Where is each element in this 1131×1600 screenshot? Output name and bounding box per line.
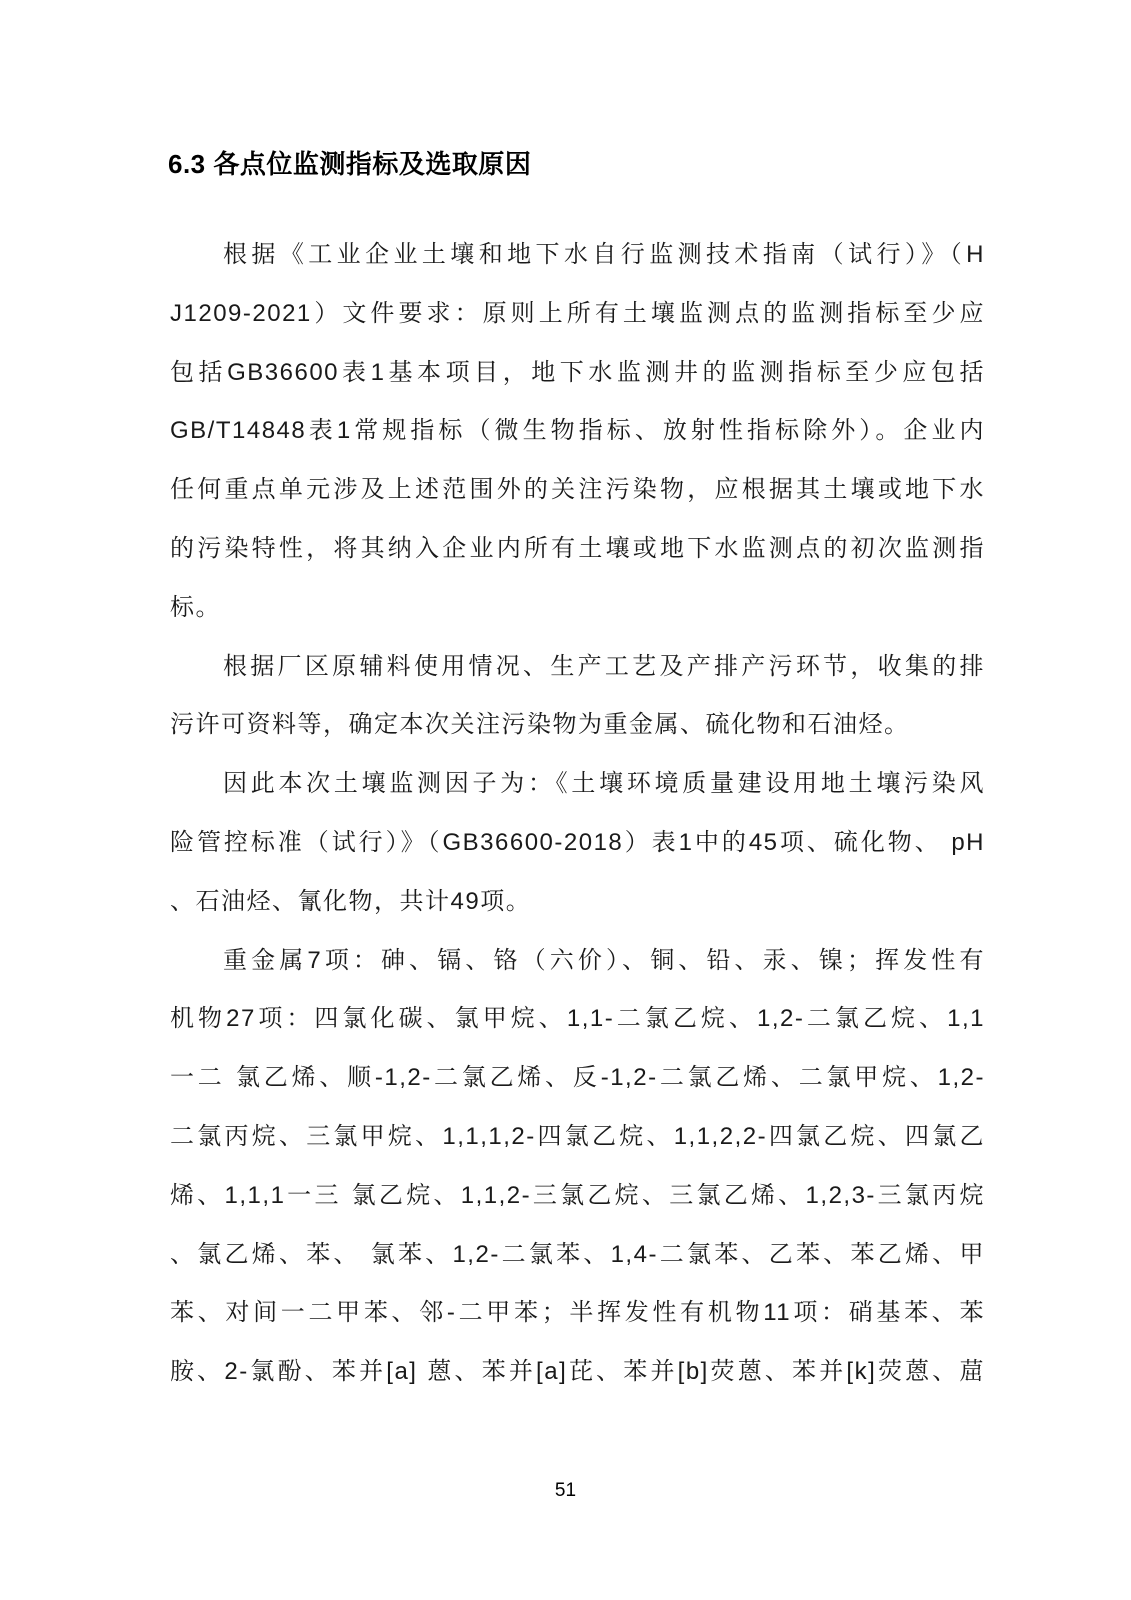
text-line: 的污染特性，将其纳入企业内所有土壤或地下水监测点的初次监测指 — [170, 534, 985, 562]
text-line: 因此本次土壤监测因子为：《土壤环境质量建设用地土壤污染风 — [223, 770, 985, 798]
text-line: 一二 氯乙烯、顺-1,2-二氯乙烯、反-1,2-二氯乙烯、二氯甲烷、1,2- — [170, 1064, 985, 1092]
text-line: 标。 — [170, 593, 221, 621]
text-line: 、氯乙烯、苯、 氯苯、1,2-二氯苯、1,4-二氯苯、乙苯、苯乙烯、甲 — [170, 1240, 985, 1268]
text-line: 胺、2-氯酚、苯并[a] 蒽、苯并[a]芘、苯并[b]荧蒽、苯并[k]荧蒽、䓛 — [170, 1358, 985, 1386]
text-line: 、石油烃、氰化物，共计49项。 — [170, 887, 532, 915]
text-line: 污许可资料等，确定本次关注污染物为重金属、硫化物和石油烃。 — [170, 711, 910, 739]
text-line: 苯、对间一二甲苯、邻-二甲苯；半挥发性有机物11项：硝基苯、苯 — [170, 1299, 985, 1327]
body-text — [170, 226, 985, 1402]
text-line: 根据《工业企业土壤和地下水自行监测技术指南（试行）》（H — [223, 241, 985, 268]
section-heading: 6.3 各点位监测指标及选取原因 — [168, 149, 532, 179]
text-line: 包括GB36600表1基本项目，地下水监测井的监测指标至少应包括 — [170, 358, 985, 386]
text-line: GB/T14848表1常规指标（微生物指标、放射性指标除外）。企业内 — [170, 417, 985, 445]
text-line: 险管控标准（试行）》（GB36600-2018）表1中的45项、硫化物、 pH — [170, 828, 985, 856]
text-line: J1209-2021）文件要求：原则上所有土壤监测点的监测指标至少应 — [170, 299, 985, 327]
text-line: 烯、1,1,1一三 氯乙烷、1,1,2-三氯乙烷、三氯乙烯、1,2,3-三氯丙烷 — [170, 1181, 985, 1209]
page-number: 51 — [554, 1480, 577, 1501]
text-line: 根据厂区原辅料使用情况、生产工艺及产排产污环节，收集的排 — [223, 652, 985, 680]
text-line: 任何重点单元涉及上述范围外的关注污染物，应根据其土壤或地下水 — [170, 476, 985, 504]
text-line: 重金属7项：砷、镉、铬（六价）、铜、铅、汞、镍；挥发性有 — [223, 946, 985, 974]
text-line: 二氯丙烷、三氯甲烷、1,1,1,2-四氯乙烷、1,1,2,2-四氯乙烷、四氯乙 — [170, 1122, 985, 1150]
text-line: 机物27项：四氯化碳、氯甲烷、1,1-二氯乙烷、1,2-二氯乙烷、1,1 — [170, 1005, 985, 1033]
